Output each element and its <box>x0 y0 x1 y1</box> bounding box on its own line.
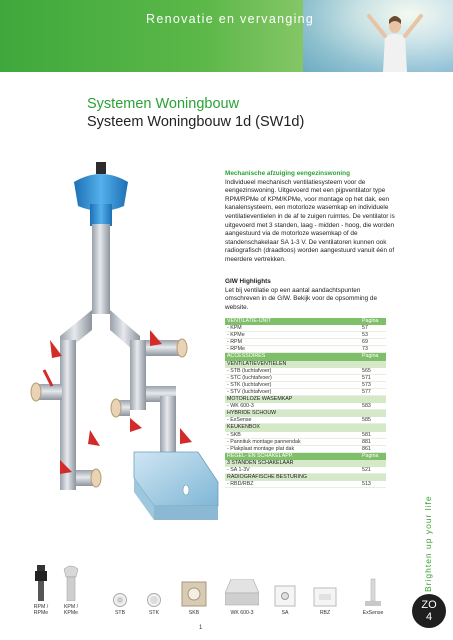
product-page-table <box>225 318 386 488</box>
table-category-row <box>225 361 386 368</box>
table-row-label: REGEL- EN SCHAKELAPP. <box>227 452 294 459</box>
product-strip <box>28 562 408 616</box>
tagline: Brighten up your life <box>423 495 433 592</box>
kpm-icon <box>62 565 80 601</box>
table-row <box>225 446 386 453</box>
table-row-label: - Plakplaat montage plat dak <box>227 445 295 452</box>
product-exsense <box>358 577 388 616</box>
sa-icon <box>274 585 296 607</box>
table-row-page: 521 <box>362 466 371 473</box>
table-row-label: - KPMe <box>227 332 245 339</box>
zo4-logo <box>412 594 446 628</box>
table-row-label: - STB (luchtafvoer) <box>227 367 272 374</box>
table-row-label: MOTORLOZE WASEMKAP <box>227 396 293 403</box>
table-category-row <box>225 396 386 403</box>
table-row <box>225 403 386 410</box>
table-row-label: RADIOGRAFISCHE BESTURING <box>227 474 308 481</box>
ventilation-system-illustration <box>30 160 230 540</box>
table-row-label: 3 STANDEN SCHAKELAAR <box>227 459 294 466</box>
table-row <box>225 467 386 474</box>
table-row-page: Pagina <box>362 318 379 324</box>
table-row-page: 583 <box>362 403 371 410</box>
product-label: KPM / KPMe <box>63 604 79 616</box>
table-row-label: VENTILATIE-UNIT <box>227 318 272 324</box>
page-subtitle: Systeem Woningbouw 1d (SW1d) <box>87 114 305 130</box>
table-row <box>225 375 386 382</box>
table-row-label: ACCESSOIRES <box>227 353 266 360</box>
product-sa <box>274 585 296 616</box>
logo-line2: 4 <box>425 611 433 623</box>
skb-icon <box>181 581 207 607</box>
table-row-label: HYBRIDE SCHOUW <box>227 410 277 417</box>
table-row <box>225 439 386 446</box>
table-row-label: - RBD/RBZ <box>227 481 254 488</box>
product-label: SA <box>281 610 289 616</box>
table-row <box>225 382 386 389</box>
banner-title: Renovatie en vervanging <box>146 12 315 26</box>
product-wk600 <box>224 579 260 616</box>
page-number: 1 <box>199 625 203 631</box>
product-label: ExSense <box>362 610 384 616</box>
table-row-page: 69 <box>362 339 368 346</box>
table-row <box>225 339 386 346</box>
highlights-heading: GIW Highlights <box>225 278 271 285</box>
stk-icon <box>147 593 161 607</box>
table-row-page <box>362 424 384 431</box>
highlights-block <box>225 278 395 312</box>
table-row-page: 585 <box>362 417 371 424</box>
table-row-label: KEUKENBOX <box>227 424 260 431</box>
table-row <box>225 346 386 353</box>
product-label: RPM / RPMe <box>33 604 49 616</box>
table-row-page <box>362 361 384 368</box>
product-label: SKB <box>188 610 200 616</box>
product-rpm <box>28 565 54 616</box>
wk600-icon <box>225 579 259 607</box>
table-header-row <box>225 318 386 325</box>
table-row <box>225 325 386 332</box>
table-row <box>225 368 386 375</box>
product-kpm <box>58 565 84 616</box>
intro-heading: Mechanische afzuiging eengezinswoning <box>225 170 350 177</box>
table-row-page: 565 <box>362 367 371 374</box>
table-header-row <box>225 353 386 360</box>
intro-block <box>225 170 395 265</box>
table-row-page: 573 <box>362 381 371 388</box>
table-row <box>225 417 386 424</box>
table-row-label: - RPMe <box>227 346 245 353</box>
table-row-page: 881 <box>362 438 371 445</box>
table-category-row <box>225 424 386 431</box>
table-row-page: 57 <box>362 325 368 332</box>
page-title: Systemen Woningbouw <box>87 96 240 112</box>
table-row-label: - ExSense <box>227 417 252 424</box>
table-header-row <box>225 453 386 460</box>
table-row-page <box>362 396 384 403</box>
table-row-page: 581 <box>362 431 371 438</box>
product-rbz <box>312 587 338 616</box>
table-row-label: - STV (luchtafvoer) <box>227 388 272 395</box>
table-row-label: - KPM <box>227 325 242 332</box>
table-row <box>225 332 386 339</box>
table-row-label: - SKB <box>227 431 241 438</box>
table-row-page: 73 <box>362 346 368 353</box>
table-category-row <box>225 460 386 467</box>
product-skb <box>180 581 208 616</box>
header-banner <box>0 0 453 72</box>
banner-person-image <box>365 8 425 72</box>
exsense-icon <box>363 577 383 607</box>
product-stb <box>110 593 130 616</box>
table-category-row <box>225 410 386 417</box>
product-label: WK 600-3 <box>230 610 254 616</box>
product-label: RBZ <box>319 610 331 616</box>
table-row-page <box>362 474 384 481</box>
table-row-label: VENTILATIEVENTIELEN <box>227 360 287 367</box>
table-row-page: Pagina <box>362 452 379 459</box>
table-row <box>225 432 386 439</box>
table-row <box>225 389 386 396</box>
table-row-page: 513 <box>362 481 371 488</box>
table-row-label: - WK 600-3 <box>227 403 254 410</box>
rpm-icon <box>34 565 48 601</box>
table-row-label: - STK (luchtafvoer) <box>227 381 272 388</box>
product-label: STB <box>114 610 126 616</box>
table-category-row <box>225 474 386 481</box>
table-row-page <box>362 460 384 467</box>
table-row-page: 53 <box>362 332 368 339</box>
table-row-page <box>362 410 384 417</box>
table-row-label: - SA 1-3V <box>227 466 250 473</box>
rbz-icon <box>313 587 337 607</box>
table-row-page: Pagina <box>362 353 379 360</box>
table-row-label: - RPM <box>227 339 243 346</box>
intro-body: Individueel mechanisch ventilatiesysteem voor de eengezinswoning. Uitgevoerd met een pijpventilator type RPM/RPMe of KPM/KPMe, voor montage op het dak, een kanalensysteem, een motorloze wasemkap en individuele ventilatieventielen in de af te zuigen ruimtes. De ventilator is uitgevoerd met 3 standen, laag - midden - hoog, die worden aangestuurd via de motorloze wasemkap of de standenschakelaar SA 1-3 V. De ventilatoren kunnen ook radiografisch (draadloos) worden aangestuurd vanuit één of meerdere vertrekken. <box>225 178 395 263</box>
table-row-label: - STC (luchtafvoer) <box>227 374 272 381</box>
stb-icon <box>113 593 127 607</box>
table-row-page: 577 <box>362 388 371 395</box>
table-row <box>225 481 386 488</box>
product-stk <box>144 593 164 616</box>
table-row-page: 861 <box>362 445 371 452</box>
product-label: STK <box>148 610 160 616</box>
highlights-body: Let bij ventilatie op een aantal aandachtspunten omschreven in de GIW. Bekijk voor de opsomming de website. <box>225 286 378 311</box>
logo-line1: ZO <box>421 599 437 611</box>
table-row-label: - Pannituk montage pannendak <box>227 438 301 445</box>
table-row-page: 571 <box>362 374 371 381</box>
